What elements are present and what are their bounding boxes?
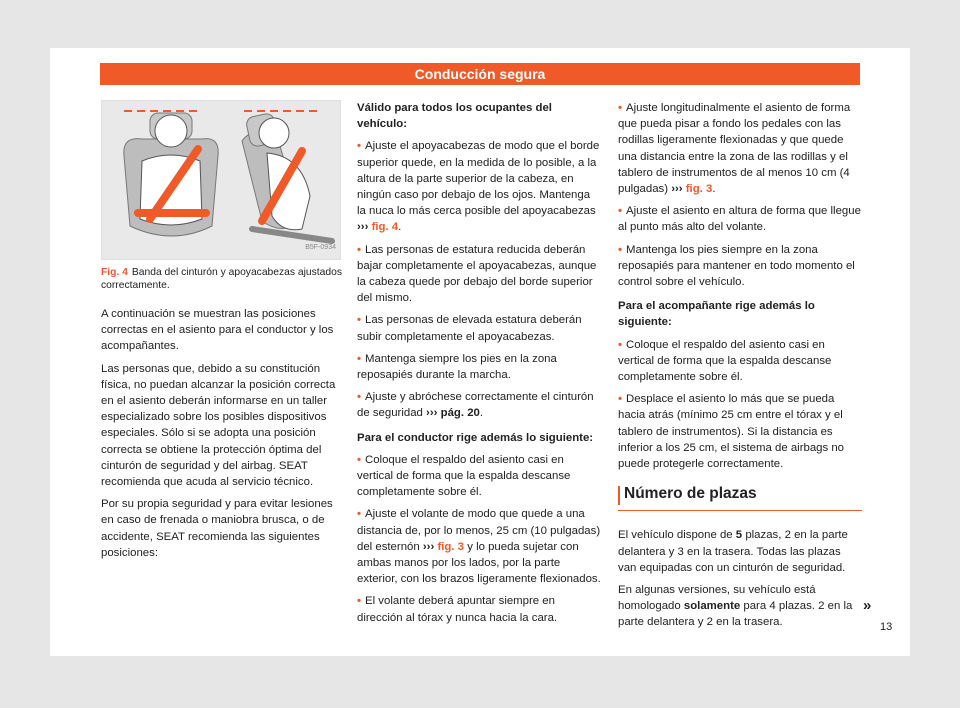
figure-reference-link[interactable]: fig. 3	[437, 540, 465, 553]
figure-caption	[101, 266, 345, 292]
ref-arrows: ›››	[422, 540, 435, 553]
ref-arrows: ›››	[426, 407, 438, 420]
paragraph-text: En algunas versiones, su vehículo está homologado	[618, 584, 816, 613]
bullet-item	[357, 506, 601, 587]
subheading: Para el conductor rige además lo siguiente:	[357, 431, 594, 444]
seat-count: 5	[735, 529, 743, 542]
paragraph-text: plazas, 2 en la parte delantera y 3 en la trasera. Todas las plazas van equipadas con un cinturón de seguridad.	[618, 529, 848, 574]
ref-arrows: ›››	[357, 221, 369, 234]
bullet-item: • Coloque el respaldo del asiento casi en vertical de forma que la espalda descanse completamente sobre él.	[618, 337, 862, 386]
paragraph-text: para 4 plazas. 2 en la parte delantera y 2 en la trasera.	[618, 600, 853, 629]
figure-number: Fig. 4	[101, 267, 128, 278]
bullet-item: • Ajuste el apoyacabezas de modo que el borde superior quede, en la medida de lo posible, a la altura de la parte superior de la cabeza, en ningún caso por debajo de los ojos. Mantenga la nuca lo más cerca posible del apoyacabezas ››› fig. 4.	[357, 138, 601, 235]
figure-reference-link[interactable]: fig. 3	[685, 183, 713, 196]
subheading: Para el acompañante rige además lo siguiente:	[618, 300, 815, 329]
page-reference-link[interactable]: pág. 20	[440, 407, 480, 420]
paragraph: Por su propia seguridad y para evitar lesiones en caso de frenada o maniobra brusca, o de accidente, SEAT recomienda las siguientes posiciones:	[101, 498, 333, 559]
bullet-item: • Mantenga los pies siempre en la zona reposapiés para mantener en todo momento el control sobre el vehículo.	[618, 242, 862, 291]
bullet-text: Ajuste longitudinalmente el asiento de forma que pueda pisar a fondo los pedales con las rodillas ligeramente flexionadas y que quede una distancia entre la zona de las rodillas y el tablero de instrumentos de al menos 10 cm (4 pulgadas)	[618, 102, 851, 196]
column-left	[101, 100, 345, 567]
bullet-text: Ajuste y abróchese correctamente el cinturón de seguridad	[357, 391, 594, 420]
bullet-text: y lo pueda sujetar con ambas manos por los lados, por la parte exterior, con los brazos ligeramente flexionados.	[357, 540, 601, 586]
paragraph: Las personas que, debido a su constitución física, no puedan alcanzar la posición correcta en el asiento deberán informarse en un taller especializado sobre los posibles dispositivos especiales. Sólo si se adopta una posición correcta se obtiene la protección óptima del cinturón de seguridad y del airbag. SEAT recomienda que acuda al servicio técnico.	[101, 362, 336, 489]
paragraph-text: El vehículo dispone de	[618, 529, 733, 542]
bullet-item: • Coloque el respaldo del asiento casi en vertical de forma que la espalda descanse completamente sobre él.	[357, 452, 601, 501]
bullet-item: • Las personas de elevada estatura deberán subir completamente el apoyacabezas.	[357, 312, 601, 344]
bullet-item: • Las personas de estatura reducida deberán bajar completamente el apoyacabezas, aunque la cabeza quede por debajo del borde superior del mismo.	[357, 242, 601, 307]
figure-reference-link[interactable]: fig. 4	[371, 221, 399, 234]
page-number: 13	[880, 621, 893, 633]
seat-belt-figure	[101, 100, 341, 260]
column-right	[618, 100, 862, 637]
section-title: Número de plazas	[618, 486, 862, 511]
paragraph	[618, 527, 862, 576]
paragraph: A continuación se muestran las posiciones correctas en el asiento para el conductor y los acompañantes.	[101, 308, 334, 353]
column-middle	[357, 100, 601, 632]
figure-code: B5F-0934	[305, 243, 336, 251]
bullet-item: • Ajuste y abróchese correctamente el cinturón de seguridad ››› pág. 20.	[357, 389, 601, 421]
bullet-item: • El volante deberá apuntar siempre en dirección al tórax y nunca hacia la cara.	[357, 593, 601, 625]
bullet-text: Ajuste el apoyacabezas de modo que el borde superior quede, en la medida de lo posible, a la altura de la parte superior de la cabeza, en ningún caso por debajo de los ojos. Mantenga la nuca lo más cerca posible del apoyacabezas	[357, 140, 600, 218]
bullet-item: • Ajuste el asiento en altura de forma que llegue al punto más alto del volante.	[618, 203, 862, 235]
emphasis-text: solamente	[683, 600, 741, 613]
bullet-item: • Mantenga siempre los pies en la zona reposapiés durante la marcha.	[357, 351, 601, 383]
figure-caption-text: Banda del cinturón y apoyacabezas ajustados correctamente.	[101, 267, 342, 291]
seat-illustration	[102, 101, 340, 259]
bullet-item: • Ajuste longitudinalmente el asiento de forma que pueda pisar a fondo los pedales con las rodillas ligeramente flexionadas y que quede una distancia entre la zona de las rodillas y el tablero de instrumentos de al menos 10 cm (4 pulgadas) ››› fig. 3.	[618, 100, 862, 197]
continue-marker: »	[863, 597, 872, 614]
ref-arrows: ›››	[671, 183, 683, 196]
paragraph	[618, 582, 862, 631]
bullet-text: Ajuste el volante de modo que quede a una distancia de, por lo menos, 25 cm (10 pulgadas) del esternón	[357, 508, 601, 553]
subheading: Válido para todos los ocupantes del vehículo:	[357, 102, 552, 131]
bullet-item: • Desplace el asiento lo más que se pueda hacia atrás (mínimo 25 cm entre el tórax y el tablero de instrumentos). Si la distancia es inferior a los 25 cm, el sistema de airbags no puede protegerle correctamente.	[618, 391, 862, 472]
chapter-header: Conducción segura	[100, 63, 860, 85]
